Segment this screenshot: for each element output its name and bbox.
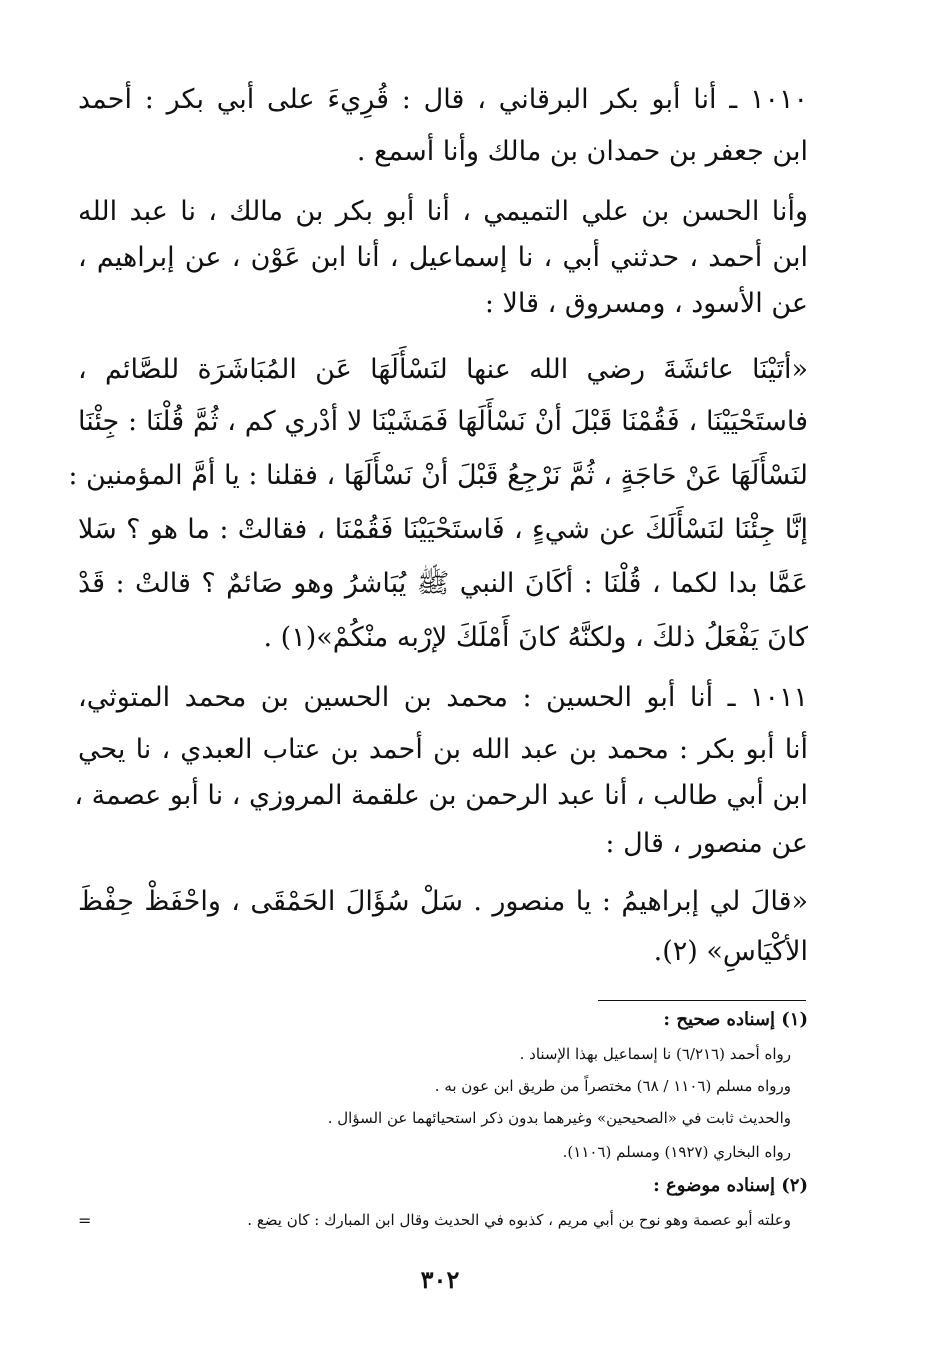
hadith-text-line: فاستَحْيَيْنَا ، فَقُمْنَا قَبْلَ أنْ نَسْأَلَهَا فَمَشَيْنَا لا أدْري كم ، ثُمَّ قُلْنَا : جِئْنَا: [78, 406, 808, 437]
text-line: ابن أحمد ، حدثني أبي ، نا إسماعيل ، أنا ابن عَوْن ، عن إبراهيم ،: [78, 242, 808, 273]
margin-mark: =: [78, 1211, 92, 1230]
hadith-text-line: إنَّا جِئْنَا لنَسْأَلَكَ عن شيءٍ ، فَاستَحْيَيْنَا فَقُمْنَا ، فقالتْ : ما هو ؟ سَلا: [78, 514, 808, 545]
entry-1010-heading-line: ١٠١٠ ـ أنا أبو بكر البرقاني ، قال : قُرِيءَ على أبي بكر : أحمد: [78, 84, 808, 115]
hadith-text-line: الأكْيَاسِ» (٢).: [653, 936, 808, 967]
footnote-separator: [598, 1000, 806, 1001]
footnote-line: رواه البخاري (١٩٢٧) ومسلم (١١٠٦).: [562, 1143, 791, 1161]
text-line: وأنا الحسن بن علي التميمي ، أنا أبو بكر بن مالك ، نا عبد الله: [78, 196, 808, 227]
hadith-text-line: «أتَيْنَا عائشَةَ رضي الله عنها لنَسْأَلَهَا عَن المُبَاشَرَة للصَّائم ،: [78, 354, 808, 385]
footnote-line: رواه أحمد (٦/٢١٦) نا إسماعيل بهذا الإسناد .: [519, 1045, 791, 1063]
hadith-text-line: كانَ يَفْعَلُ ذلكَ ، ولكنَّهُ كانَ أَمْلَكَ لإرْبه منْكُمْ»(١) .: [263, 622, 808, 653]
page-number: ٣٠٢: [420, 1265, 460, 1294]
text-line: عن الأسود ، ومسروق ، قالا :: [484, 288, 808, 319]
text-line: أنا أبو بكر : محمد بن عبد الله بن أحمد بن عتاب العبدي ، نا يحي: [78, 734, 808, 765]
footnote-line: وعلته أبو عصمة وهو نوح بن أبي مريم ، كذبوه في الحديث وقال ابن المبارك : كان يضع .: [247, 1211, 791, 1229]
footnote-2-heading: (٢) إسناده موضوع :: [653, 1175, 808, 1196]
text-line: ابن جعفر بن حمدان بن مالك وأنا أسمع .: [356, 136, 808, 167]
footnote-1-heading: (١) إسناده صحيح :: [663, 1009, 808, 1030]
hadith-text-line: عَمَّا بدا لكما ، قُلْنَا : أكَانَ النبي ﷺ يُبَاشرُ وهو صَائمٌ ؟ قالتْ : قَدْ: [78, 568, 808, 599]
hadith-text-line: «قالَ لي إبراهيمُ : يا منصور . سَلْ سُؤَالَ الحَمْقَى ، واحْفَظْ حِفْظَ: [78, 886, 808, 917]
footnote-line: ورواه مسلم (١١٠٦ / ٦٨) مختصراً من طريق ابن عون به .: [434, 1077, 791, 1095]
hadith-text-line: لنَسْأَلَهَا عَنْ حَاجَةٍ ، ثُمَّ نَرْجِعُ قَبْلَ أنْ نَسْأَلَهَا ، فقلنا : يا أمَّ المؤمنين :: [68, 460, 808, 491]
text-line: عن منصور ، قال :: [605, 828, 808, 859]
footnote-line: والحديث ثابت في «الصحيحين» وغيرهما بدون ذكر استحيائهما عن السؤال .: [327, 1109, 791, 1127]
text-line: ابن أبي طالب ، أنا عبد الرحمن بن علقمة المروزي ، نا أبو عصمة ،: [74, 780, 808, 811]
entry-1011-heading-line: ١٠١١ ـ أنا أبو الحسين : محمد بن الحسين بن محمد المتوثي،: [78, 682, 808, 713]
